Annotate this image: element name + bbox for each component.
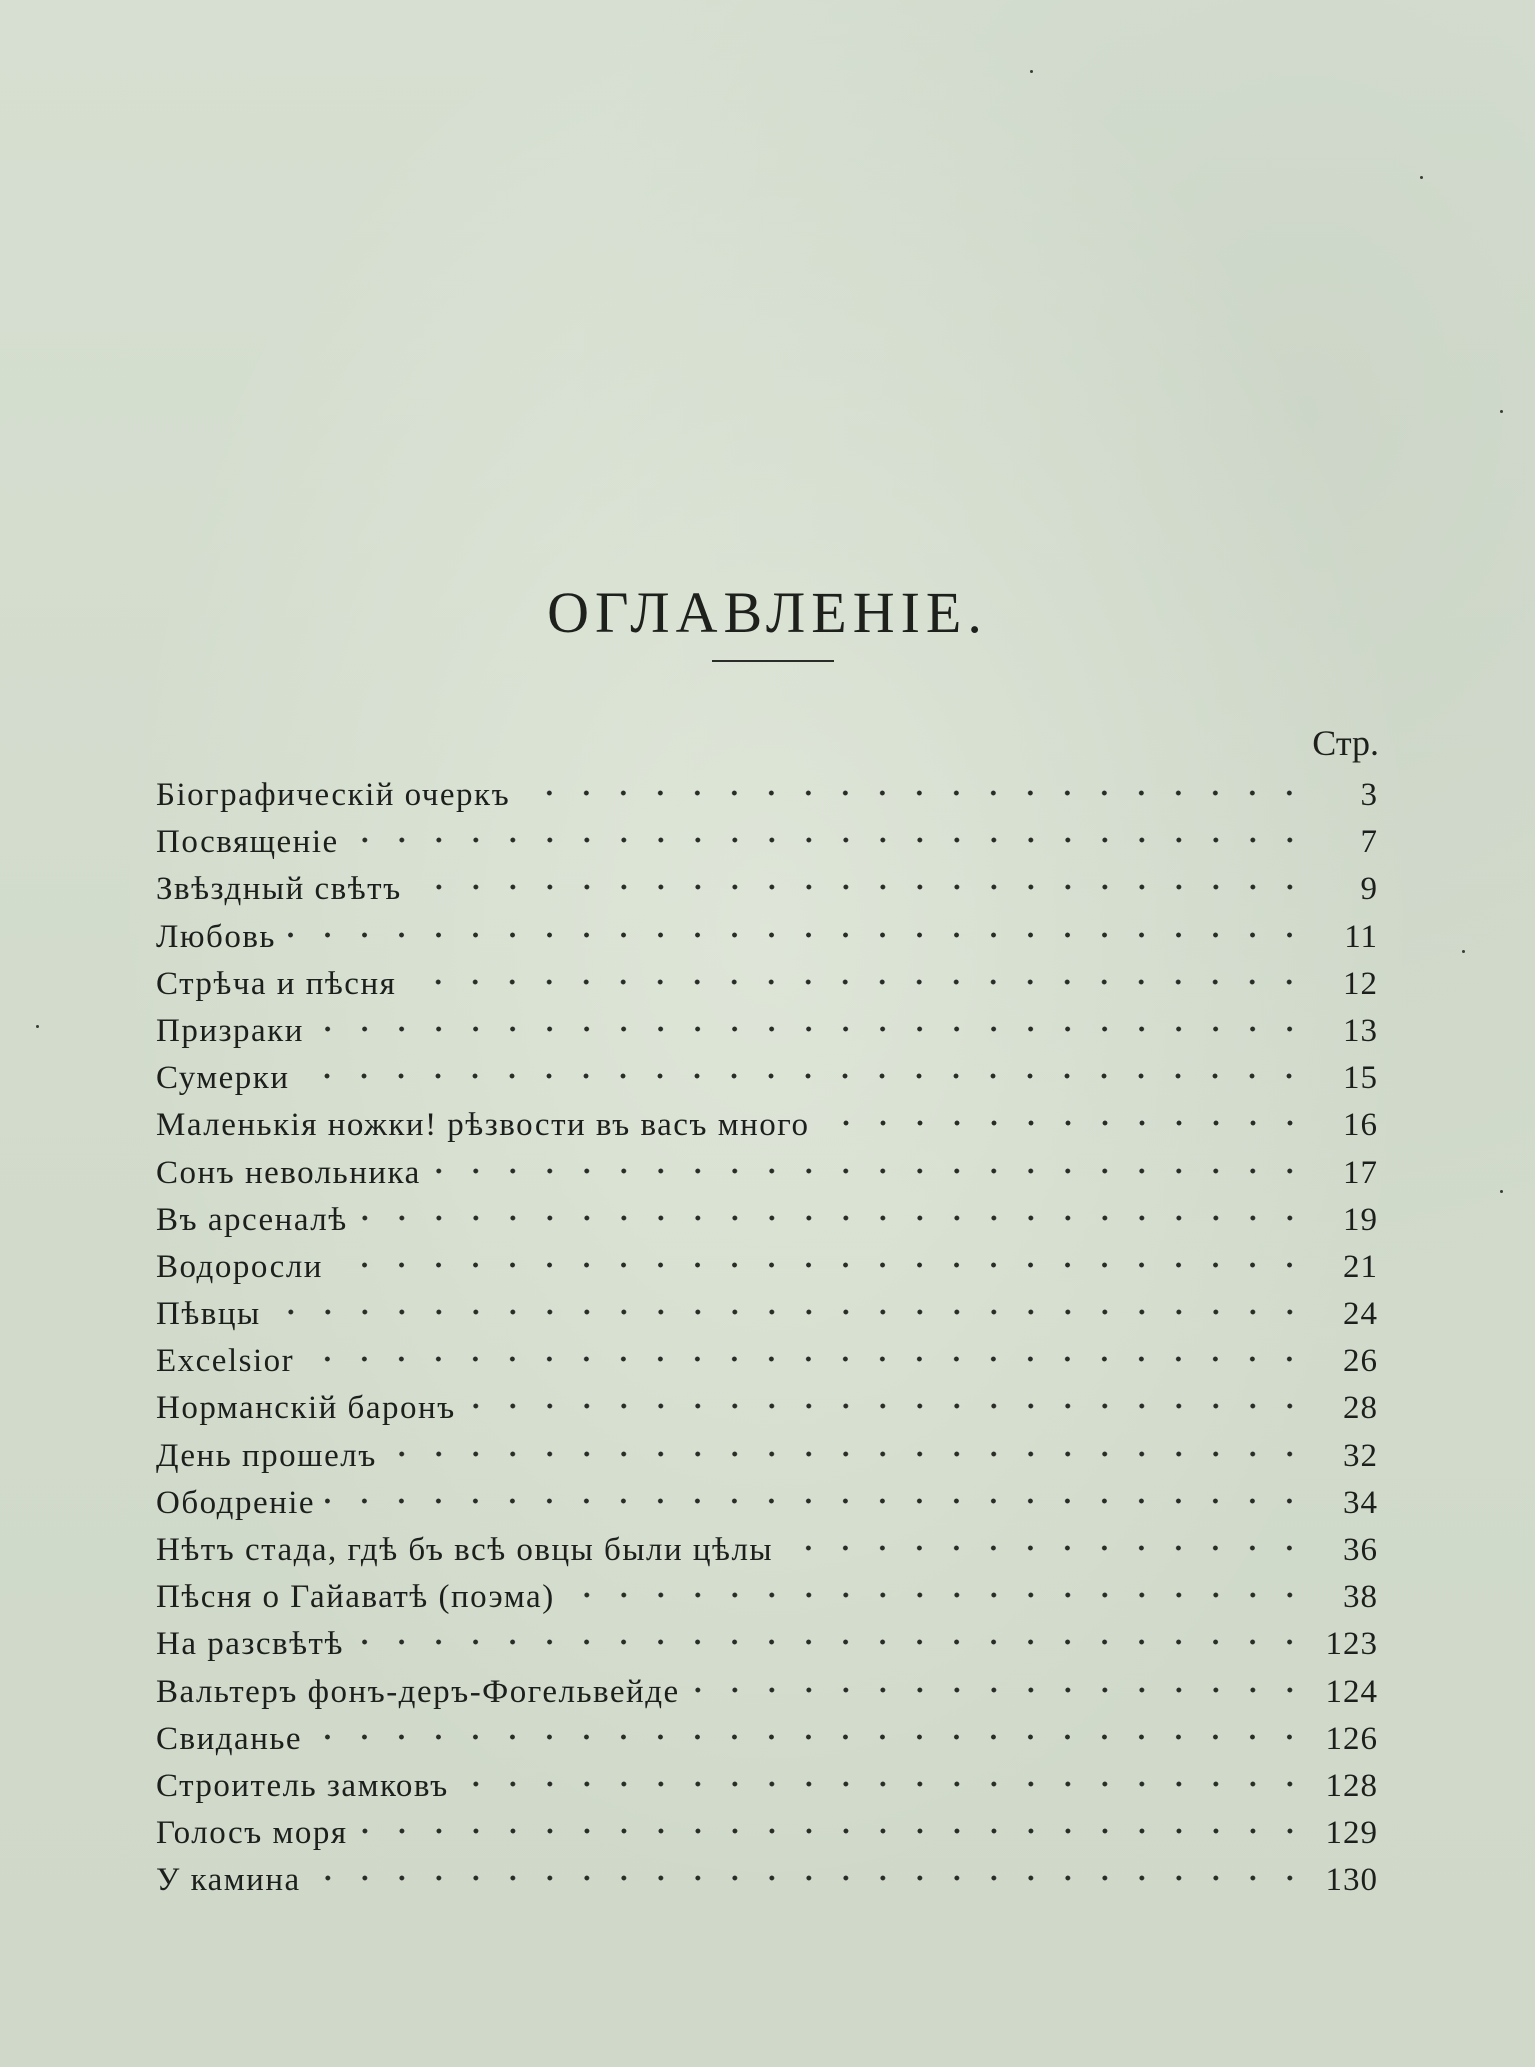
toc-entry-title: Сумерки xyxy=(156,1060,290,1097)
toc-entry-title: Свиданье xyxy=(156,1720,303,1757)
paper-speck xyxy=(1500,410,1503,413)
dot-leader xyxy=(299,1073,1308,1079)
dot-leader xyxy=(358,1828,1308,1834)
toc-entry[interactable] xyxy=(156,1716,1378,1763)
toc-entry-title: Ободреніе xyxy=(156,1484,316,1521)
toc-entry-page: 28 xyxy=(1343,1390,1378,1427)
toc-entry-title: Звѣздный свѣтъ xyxy=(156,871,402,908)
toc-entry-page: 11 xyxy=(1344,918,1378,955)
toc-entry[interactable] xyxy=(156,1197,1378,1244)
toc-entry[interactable] xyxy=(156,1621,1378,1668)
table-of-contents xyxy=(156,772,1378,1905)
toc-entry-title: Любовь xyxy=(156,918,276,955)
dot-leader xyxy=(271,1309,1308,1315)
toc-entry-page: 7 xyxy=(1360,824,1378,861)
toc-entry-title: Вальтеръ фонъ-деръ-Фогельвейде xyxy=(156,1673,680,1710)
toc-entry-title: Маленькія ножки! рѣзвости въ васъ много xyxy=(156,1107,810,1144)
dot-leader xyxy=(820,1120,1309,1126)
toc-entry[interactable] xyxy=(156,1102,1378,1149)
dot-leader xyxy=(325,1498,1308,1504)
dot-leader xyxy=(387,1451,1308,1457)
toc-entry-title: Біографическій очеркъ xyxy=(156,777,511,813)
toc-entry[interactable] xyxy=(156,1810,1378,1857)
dot-leader xyxy=(690,1687,1308,1693)
dot-leader xyxy=(286,932,1308,938)
toc-entry-page: 24 xyxy=(1343,1296,1378,1333)
toc-entry-page: 16 xyxy=(1343,1107,1378,1144)
toc-entry-page: 12 xyxy=(1343,965,1378,1002)
dot-leader xyxy=(565,1592,1308,1598)
toc-entry-title: Нѣтъ стада, гдѣ бъ всѣ овцы были цѣлы xyxy=(156,1532,774,1568)
dot-leader xyxy=(431,1168,1308,1174)
toc-entry-title: Посвященіе xyxy=(156,824,339,861)
toc-entry[interactable] xyxy=(156,1008,1378,1055)
toc-entry-page: 32 xyxy=(1343,1437,1378,1474)
paper-speck xyxy=(36,1025,39,1028)
dot-leader xyxy=(466,1403,1308,1409)
toc-entry[interactable] xyxy=(156,914,1378,961)
toc-entry-title: Норманскій баронъ xyxy=(156,1390,456,1427)
toc-entry[interactable] xyxy=(156,1574,1378,1621)
toc-entry-page: 129 xyxy=(1325,1815,1378,1852)
dot-leader xyxy=(783,1545,1308,1551)
toc-entry[interactable] xyxy=(156,1055,1378,1102)
paper-speck xyxy=(1420,176,1423,179)
toc-entry-title: У камина xyxy=(156,1862,301,1899)
toc-entry-title: Въ арсеналѣ xyxy=(156,1201,348,1238)
toc-entry-title: Голосъ моря xyxy=(156,1815,348,1852)
toc-entry-page: 26 xyxy=(1343,1343,1378,1380)
toc-entry[interactable] xyxy=(156,1385,1378,1432)
page-column-label: Стр. xyxy=(1312,723,1379,763)
toc-entry[interactable] xyxy=(156,1763,1378,1810)
page-title: ОГЛАВЛЕНІЕ. xyxy=(547,579,988,645)
toc-entry-title: Сонъ невольника xyxy=(156,1154,421,1191)
dot-leader xyxy=(358,1215,1308,1221)
toc-entry-title: На разсвѣтѣ xyxy=(156,1626,344,1663)
toc-entry-page: 34 xyxy=(1343,1484,1378,1521)
toc-entry[interactable] xyxy=(156,866,1378,913)
dot-leader xyxy=(349,837,1308,843)
dot-leader xyxy=(520,790,1308,796)
dot-leader xyxy=(412,884,1308,890)
toc-entry-title: Excelsior xyxy=(156,1343,295,1380)
toc-entry[interactable] xyxy=(156,1527,1378,1574)
title-divider xyxy=(712,660,834,662)
toc-entry-page: 124 xyxy=(1325,1673,1378,1710)
toc-entry[interactable] xyxy=(156,1338,1378,1385)
toc-entry-page: 36 xyxy=(1343,1532,1378,1568)
toc-entry-page: 3 xyxy=(1360,777,1378,813)
dot-leader xyxy=(459,1781,1308,1787)
toc-entry-page: 15 xyxy=(1343,1060,1378,1097)
toc-entry-title: День прошелъ xyxy=(156,1437,377,1474)
paper-speck xyxy=(1030,70,1033,73)
paper-speck xyxy=(1462,950,1465,953)
paper-speck xyxy=(1500,1190,1503,1193)
toc-entry-page: 128 xyxy=(1325,1767,1378,1804)
dot-leader xyxy=(311,1875,1308,1881)
toc-entry[interactable] xyxy=(156,1433,1378,1480)
toc-entry-page: 19 xyxy=(1343,1201,1378,1238)
toc-entry[interactable] xyxy=(156,819,1378,866)
dot-leader xyxy=(304,1356,1308,1362)
toc-entry[interactable] xyxy=(156,1669,1378,1716)
toc-entry-title: Пѣвцы xyxy=(156,1296,261,1333)
toc-entry-page: 13 xyxy=(1343,1012,1378,1049)
toc-entry-page: 38 xyxy=(1343,1579,1378,1616)
toc-entry[interactable] xyxy=(156,1244,1378,1291)
dot-leader xyxy=(354,1639,1308,1645)
toc-entry[interactable] xyxy=(156,772,1378,819)
dot-leader xyxy=(406,979,1308,985)
toc-entry[interactable] xyxy=(156,961,1378,1008)
toc-entry-page: 123 xyxy=(1325,1626,1378,1663)
toc-entry-title: Призраки xyxy=(156,1012,304,1049)
toc-entry-page: 21 xyxy=(1343,1248,1378,1285)
toc-entry-title: Строитель замковъ xyxy=(156,1767,449,1804)
dot-leader xyxy=(312,1734,1308,1740)
toc-entry-page: 130 xyxy=(1325,1862,1378,1899)
toc-entry-page: 17 xyxy=(1343,1154,1378,1191)
toc-entry-page: 126 xyxy=(1325,1720,1378,1757)
dot-leader xyxy=(333,1262,1308,1268)
toc-entry[interactable] xyxy=(156,1150,1378,1197)
toc-entry-title: Стрѣча и пѣсня xyxy=(156,965,397,1002)
toc-entry-title: Пѣсня о Гайаватѣ (поэма) xyxy=(156,1579,555,1616)
dot-leader xyxy=(314,1026,1308,1032)
toc-entry[interactable] xyxy=(156,1291,1378,1338)
toc-entry[interactable] xyxy=(156,1480,1378,1527)
toc-entry[interactable] xyxy=(156,1857,1378,1904)
toc-entry-title: Водоросли xyxy=(156,1248,323,1285)
toc-entry-page: 9 xyxy=(1360,871,1378,908)
